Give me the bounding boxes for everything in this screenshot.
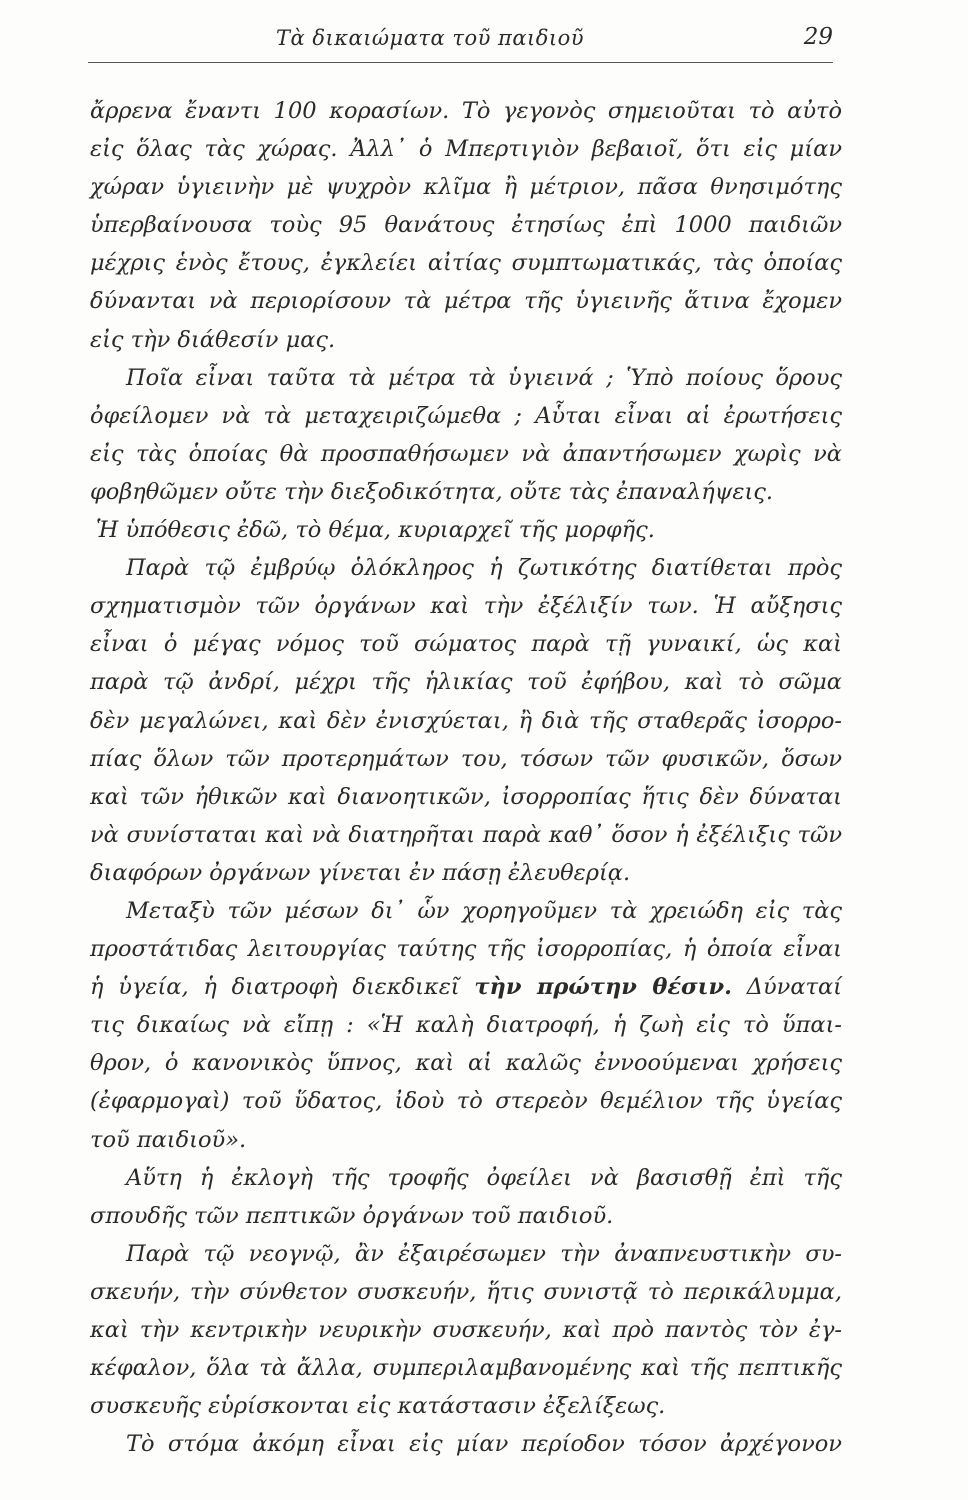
text-line: σχηματισμὸν τῶν ὀργάνων καὶ τὴν ἐξέλιξίν των. Ἡ αὔξησις bbox=[90, 593, 842, 620]
text-span: ἡ ὑγεία, ἡ διατροφὴ διεκδικεῖ bbox=[90, 974, 475, 1001]
bold-phrase: τὴν πρώτην θέσιν. bbox=[474, 974, 732, 1001]
text-line bbox=[90, 968, 842, 1006]
text-line: δὲν μεγαλώνει, καὶ δὲν ἐνισχύεται, ἢ διὰ τῆς σταθερᾶς ἰσορρο- bbox=[90, 707, 842, 734]
text-line: πίας ὅλων τῶν προτερημάτων του, τόσων τῶν φυσικῶν, ὅσων bbox=[90, 745, 842, 772]
text-line: θρον, ὁ κανονικὸς ὕπνος, καὶ αἱ καλῶς ἐννοούμεναι χρήσεις bbox=[90, 1050, 842, 1077]
text-line: χώραν ὑγιεινὴν μὲ ψυχρὸν κλῖμα ἢ μέτριον, πᾶσα θνησιμότης bbox=[90, 174, 842, 201]
text-line: εἰς ὅλας τὰς χώρας. Ἀλλ᾽ ὁ Μπερτιγιὸν βεβαιοῖ, ὅτι εἰς μίαν bbox=[90, 136, 842, 163]
running-title: Τὰ δικαιώματα τοῦ παιδιοῦ bbox=[276, 26, 585, 50]
text-line: Αὕτη ἡ ἐκλογὴ τῆς τροφῆς ὀφείλει νὰ βασισθῇ ἐπὶ τῆς bbox=[126, 1164, 842, 1191]
text-line: συσκευῆς εὑρίσκονται εἰς κατάστασιν ἐξελίξεως. bbox=[90, 1393, 666, 1420]
text-line: νὰ συνίσταται καὶ νὰ διατηρῆται παρὰ καθ᾽ ὅσον ἡ ἐξέλιξις τῶν bbox=[90, 821, 842, 848]
text-line: καὶ τὴν κεντρικὴν νευρικὴν συσκευήν, καὶ πρὸ παντὸς τὸν ἐγ- bbox=[90, 1317, 842, 1343]
text-line: δύνανται νὰ περιορίσουν τὰ μέτρα τῆς ὑγιεινῆς ἅτινα ἔχομεν bbox=[90, 288, 842, 315]
text-line: Ποῖα εἶναι ταῦτα τὰ μέτρα τὰ ὑγιεινά ; Ὑπὸ ποίους ὅρους bbox=[126, 364, 842, 391]
text-line: εἰς τὴν διάθεσίν μας. bbox=[90, 326, 336, 353]
text-line: φοβηθῶμεν οὔτε τὴν διεξοδικότητα, οὔτε τὰς ἐπαναλήψεις. bbox=[90, 478, 774, 505]
text-line: ὑπερβαίνουσα τοὺς 95 θανάτους ἐτησίως ἐπὶ 1000 παιδιῶν bbox=[90, 212, 842, 239]
text-line: κέφαλον, ὅλα τὰ ἄλλα, συμπεριλαμβανομένης καὶ τῆς πεπτικῆς bbox=[90, 1355, 842, 1382]
page-number: 29 bbox=[803, 24, 833, 50]
text-line: διαφόρων ὀργάνων γίνεται ἐν πάσῃ ἐλευθερίᾳ. bbox=[90, 859, 631, 886]
text-line: εἶναι ὁ μέγας νόμος τοῦ σώματος παρὰ τῇ γυναικί, ὡς καὶ bbox=[90, 631, 842, 658]
text-line: εἰς τὰς ὁποίας θὰ προσπαθήσωμεν νὰ ἀπαντήσωμεν χωρὶς νὰ bbox=[90, 440, 842, 467]
text-line: Παρὰ τῷ νεογνῷ, ἂν ἐξαιρέσωμεν τὴν ἀναπνευστικὴν συ- bbox=[126, 1240, 842, 1267]
text-line: παρὰ τῷ ἀνδρί, μέχρι τῆς ἡλικίας τοῦ ἐφήβου, καὶ τὸ σῶμα bbox=[90, 669, 842, 696]
body-text bbox=[90, 92, 842, 1463]
text-line: Μεταξὺ τῶν μέσων δι᾽ ὧν χορηγοῦμεν τὰ χρειώδη εἰς τὰς bbox=[126, 897, 842, 924]
text-line: σκευήν, τὴν σύνθετον συσκευήν, ἥτις συνιστᾷ τὸ περικάλυμμα, bbox=[90, 1278, 842, 1305]
text-span: Δύναταί bbox=[731, 974, 842, 1001]
text-line: ἄρρενα ἔναντι 100 κορασίων. Τὸ γεγονὸς σημειοῦται τὸ αὐτὸ bbox=[90, 98, 842, 124]
text-line: καὶ τῶν ἠθικῶν καὶ διανοητικῶν, ἰσορροπίας ἥτις δὲν δύναται bbox=[90, 783, 842, 810]
text-line: προστάτιδας λειτουργίας ταύτης τῆς ἰσορροπίας, ἡ ὁποία εἶναι bbox=[90, 936, 842, 963]
text-line: Ἡ ὑπόθεσις ἐδῶ, τὸ θέμα, κυριαρχεῖ τῆς μορφῆς. bbox=[96, 517, 655, 544]
text-line: τοῦ παιδιοῦ». bbox=[90, 1126, 247, 1153]
text-line: τις δικαίως νὰ εἴπῃ : «Ἡ καλὴ διατροφή, ἡ ζωὴ εἰς τὸ ὕπαι- bbox=[90, 1012, 842, 1039]
text-line: (ἐφαρμογαὶ) τοῦ ὕδατος, ἰδοὺ τὸ στερεὸν θεμέλιον τῆς ὑγείας bbox=[90, 1088, 842, 1115]
text-line: σπουδῆς τῶν πεπτικῶν ὀργάνων τοῦ παιδιοῦ. bbox=[90, 1202, 614, 1229]
text-line: Παρὰ τῷ ἐμβρύῳ ὁλόκληρος ἡ ζωτικότης διατίθεται πρὸς bbox=[126, 555, 842, 582]
text-line: ὀφείλομεν νὰ τὰ μεταχειριζώμεθα ; Αὗται εἶναι αἱ ἐρωτήσεις bbox=[90, 402, 842, 429]
text-line: μέχρις ἑνὸς ἔτους, ἐγκλείει αἰτίας συμπτωματικάς, τὰς ὁποίας bbox=[90, 250, 842, 277]
running-header bbox=[88, 22, 833, 63]
text-line: Τὸ στόμα ἀκόμη εἶναι εἰς μίαν περίοδον τόσον ἀρχέγονον bbox=[126, 1431, 842, 1458]
